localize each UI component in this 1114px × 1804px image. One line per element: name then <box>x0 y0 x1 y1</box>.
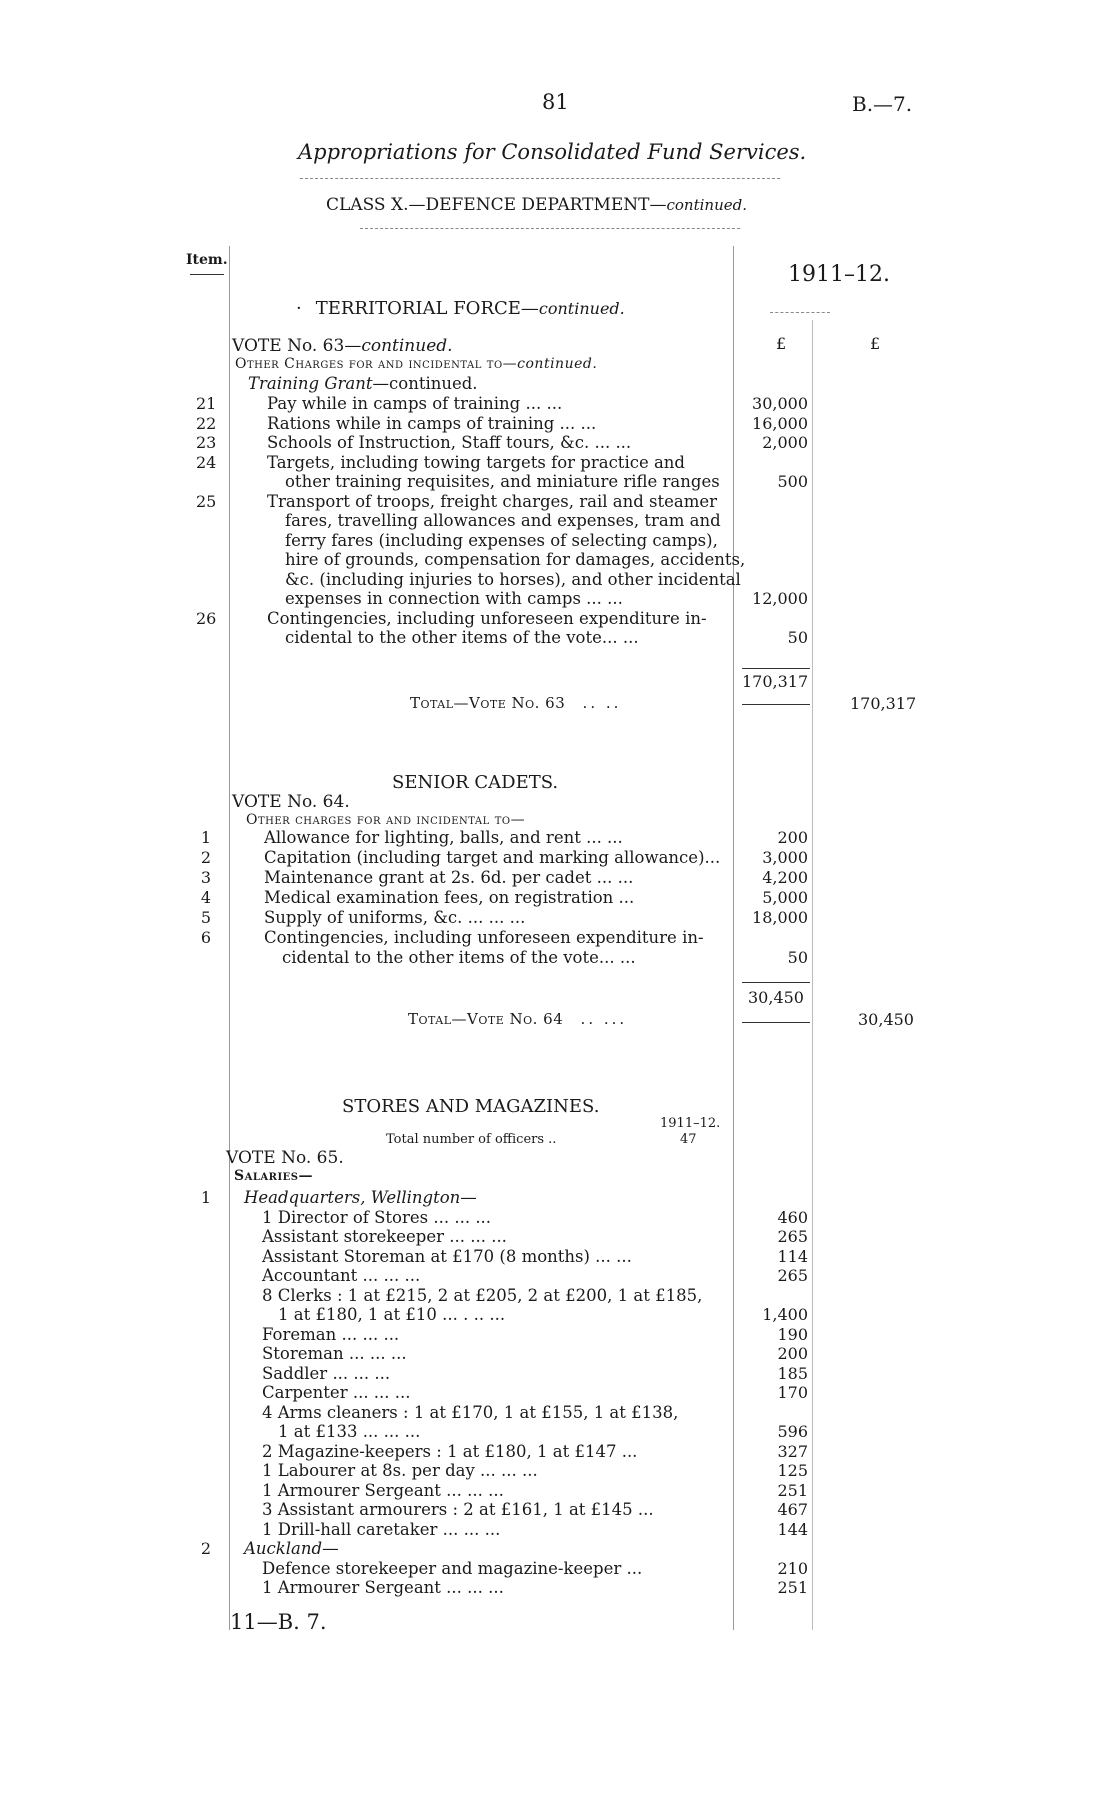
item-amount: 3,000 <box>762 848 808 867</box>
total-vote-64-label <box>408 1010 627 1028</box>
item-description: &c. (including injuries to horses), and other incidental <box>285 569 741 589</box>
officers-count: 47 <box>680 1132 697 1147</box>
item-description: ferry fares (including expenses of selecting camps), <box>285 530 718 550</box>
salary-description: 1 Drill-hall caretaker ... ... ... <box>262 1519 501 1539</box>
subheading-other-charges <box>235 356 597 372</box>
item-amount: 5,000 <box>762 888 808 907</box>
document-reference: B.—7. <box>852 92 913 116</box>
total-leader-dots: .. .. <box>582 694 622 712</box>
pound-sign-total: £ <box>870 334 881 353</box>
total-vote-64: 30,450 <box>858 1010 914 1029</box>
pound-sign-detail: £ <box>776 334 787 353</box>
subheading-other-charges-64: Other charges for and incidental to— <box>246 812 526 828</box>
item-amount: 16,000 <box>752 413 808 433</box>
item-description: Schools of Instruction, Staff tours, &c. ... ... <box>267 433 632 452</box>
group-name: Auckland— <box>244 1539 339 1558</box>
item-description: hire of grounds, compensation for damages, accidents, <box>285 550 746 569</box>
item-description: Transport of troops, freight charges, rail and steamer <box>267 491 718 511</box>
training-grant-continued: continued. <box>389 374 478 393</box>
item-description: other training requisites, and miniature rifle ranges <box>285 472 720 491</box>
section-heading-territorial <box>296 298 625 319</box>
officers-label: Total number of officers .. <box>386 1132 557 1147</box>
salary-description: Accountant ... ... ... <box>262 1266 421 1285</box>
item-number: 4 <box>200 888 212 907</box>
item-description: Targets, including towing targets for practice and <box>267 452 685 472</box>
salary-amount: 596 <box>777 1422 808 1441</box>
item-number: 5 <box>200 908 212 927</box>
group-name: Headquarters, Wellington— <box>244 1188 477 1207</box>
officers-year: 1911–12. <box>660 1116 721 1131</box>
total-vote-63-label <box>410 694 621 712</box>
salary-description: 2 Magazine-keepers : 1 at £180, 1 at £147 ... <box>262 1441 638 1461</box>
class-heading-continued: continued. <box>666 196 747 214</box>
salary-amount: 327 <box>777 1441 808 1461</box>
item-column-rule <box>190 274 224 275</box>
item-amount: 2,000 <box>762 433 808 452</box>
heading-bullet: · <box>296 298 302 319</box>
subtotal-63: 170,317 <box>742 672 809 691</box>
item-description: cidental to the other items of the vote... ... <box>282 948 636 967</box>
item-description: cidental to the other items of the vote... ... <box>285 628 639 647</box>
item-number: 3 <box>200 868 212 887</box>
salary-amount: 190 <box>777 1324 808 1344</box>
salary-description: 1 Director of Stores ... ... ... <box>262 1207 492 1227</box>
item-description: fares, travelling allowances and expenses, tram and <box>285 511 721 530</box>
training-grant-text: Training Grant— <box>248 374 390 393</box>
salary-description: Assistant Storeman at £170 (8 months) ... ... <box>262 1246 632 1266</box>
class-rule <box>360 228 740 229</box>
subtotal-rule-64 <box>742 982 810 983</box>
vote-63-label <box>232 336 453 356</box>
title-rule <box>300 178 780 179</box>
item-description: Pay while in camps of training ... ... <box>267 394 563 413</box>
salary-description: 1 Armourer Sergeant ... ... ... <box>262 1578 504 1597</box>
salary-amount: 114 <box>777 1246 808 1266</box>
vote-continued: continued. <box>361 336 453 356</box>
vote-65-label: VOTE No. 65. <box>226 1148 344 1168</box>
salary-description: 1 at £133 ... ... ... <box>278 1422 421 1441</box>
salary-description: Storeman ... ... ... <box>262 1344 407 1363</box>
item-amount: 50 <box>787 948 808 967</box>
item-amount: 50 <box>787 628 808 647</box>
section-heading-senior-cadets: SENIOR CADETS. <box>392 772 559 793</box>
year-column-label: 1911–12. <box>788 262 890 287</box>
salary-amount: 170 <box>777 1383 808 1402</box>
salary-amount: 185 <box>777 1363 808 1383</box>
item-number: 2 <box>200 1539 212 1558</box>
item-description: Contingencies, including unforeseen expenditure in- <box>264 928 704 947</box>
vote-64-label: VOTE No. 64. <box>232 792 350 812</box>
item-amount: 12,000 <box>752 589 808 608</box>
item-number: 23 <box>196 433 217 452</box>
salary-amount: 265 <box>777 1227 808 1246</box>
salary-description: Carpenter ... ... ... <box>262 1383 411 1402</box>
salary-amount: 144 <box>777 1519 808 1539</box>
subtotal-64: 30,450 <box>748 988 804 1007</box>
total-rule-63 <box>742 704 810 705</box>
year-rule <box>770 312 830 313</box>
salary-description: Assistant storekeeper ... ... ... <box>262 1227 507 1246</box>
item-description: Maintenance grant at 2s. 6d. per cadet ... ... <box>264 868 634 887</box>
salary-amount: 210 <box>777 1558 808 1578</box>
total-rule-64 <box>742 1022 810 1023</box>
item-amount: 4,200 <box>762 868 808 887</box>
item-description: Rations while in camps of training ... ... <box>267 413 597 433</box>
vote-text: VOTE No. 63— <box>232 336 362 356</box>
item-description: Contingencies, including unforeseen expenditure in- <box>267 608 707 628</box>
item-number: 21 <box>196 394 217 413</box>
subheading-training-grant <box>248 374 478 393</box>
item-number: 25 <box>196 491 217 511</box>
item-description: Medical examination fees, on registration ... <box>264 888 635 907</box>
salary-description: 1 Armourer Sergeant ... ... ... <box>262 1480 504 1500</box>
item-amount: 500 <box>777 472 808 491</box>
total-label: Total—Vote No. 63 <box>410 694 566 712</box>
salary-description: 1 Labourer at 8s. per day ... ... ... <box>262 1461 538 1480</box>
item-number: 1 <box>200 828 212 847</box>
salary-description: 4 Arms cleaners : 1 at £170, 1 at £155, 1 at £138, <box>262 1402 679 1422</box>
item-number: 1 <box>200 1188 212 1207</box>
salary-description: Saddler ... ... ... <box>262 1363 391 1383</box>
heading-text: TERRITORIAL FORCE— <box>315 298 539 319</box>
item-number: 24 <box>196 452 217 472</box>
salary-description: Foreman ... ... ... <box>262 1324 400 1344</box>
item-column-label: Item. <box>186 252 228 268</box>
item-description: Supply of uniforms, &c. ... ... ... <box>264 908 526 927</box>
item-description: Capitation (including target and marking allowance)... <box>264 848 721 867</box>
salary-description: 3 Assistant armourers : 2 at £161, 1 at £145 ... <box>262 1500 654 1519</box>
page-signature: 11—B. 7. <box>230 1610 327 1634</box>
salary-amount: 125 <box>777 1461 808 1480</box>
item-number: 6 <box>200 928 212 947</box>
salary-amount: 200 <box>777 1344 808 1363</box>
subheading-continued: continued. <box>517 356 598 372</box>
class-heading-text: CLASS X.—DEFENCE DEPARTMENT— <box>326 195 667 215</box>
total-vote-63: 170,317 <box>850 694 917 713</box>
item-amount: 200 <box>777 828 808 847</box>
item-amount: 18,000 <box>752 908 808 927</box>
item-description: expenses in connection with camps ... ... <box>285 589 623 608</box>
salary-amount: 467 <box>777 1500 808 1519</box>
salary-description: 1 at £180, 1 at £10 ... . .. ... <box>278 1305 506 1324</box>
salary-amount: 265 <box>777 1266 808 1285</box>
item-description: Allowance for lighting, balls, and rent ... ... <box>264 828 623 847</box>
salary-amount: 1,400 <box>762 1305 808 1324</box>
item-column-divider <box>229 246 230 1630</box>
salary-amount: 251 <box>777 1480 808 1500</box>
class-heading <box>326 195 747 215</box>
item-number: 2 <box>200 848 212 867</box>
subheading-text: Other Charges for and incidental to— <box>235 356 518 372</box>
heading-continued: continued. <box>538 299 625 318</box>
salary-description: 8 Clerks : 1 at £215, 2 at £205, 2 at £200, 1 at £185, <box>262 1285 703 1305</box>
salary-amount: 251 <box>777 1578 808 1597</box>
subamount-column-divider <box>812 320 813 1630</box>
subtotal-rule-63 <box>742 668 810 669</box>
item-number: 22 <box>196 413 217 433</box>
section-heading-stores: STORES AND MAGAZINES. <box>342 1096 600 1117</box>
total-leader-dots: .. ... <box>580 1010 628 1028</box>
item-number: 26 <box>196 608 217 628</box>
page-title: Appropriations for Consolidated Fund Services. <box>298 140 807 164</box>
total-label: Total—Vote No. 64 <box>408 1010 564 1028</box>
subheading-salaries: Salaries— <box>234 1168 313 1184</box>
salary-amount: 460 <box>777 1207 808 1227</box>
salary-description: Defence storekeeper and magazine-keeper ... <box>262 1558 643 1578</box>
item-amount: 30,000 <box>752 394 808 413</box>
page-number: 81 <box>542 90 569 114</box>
